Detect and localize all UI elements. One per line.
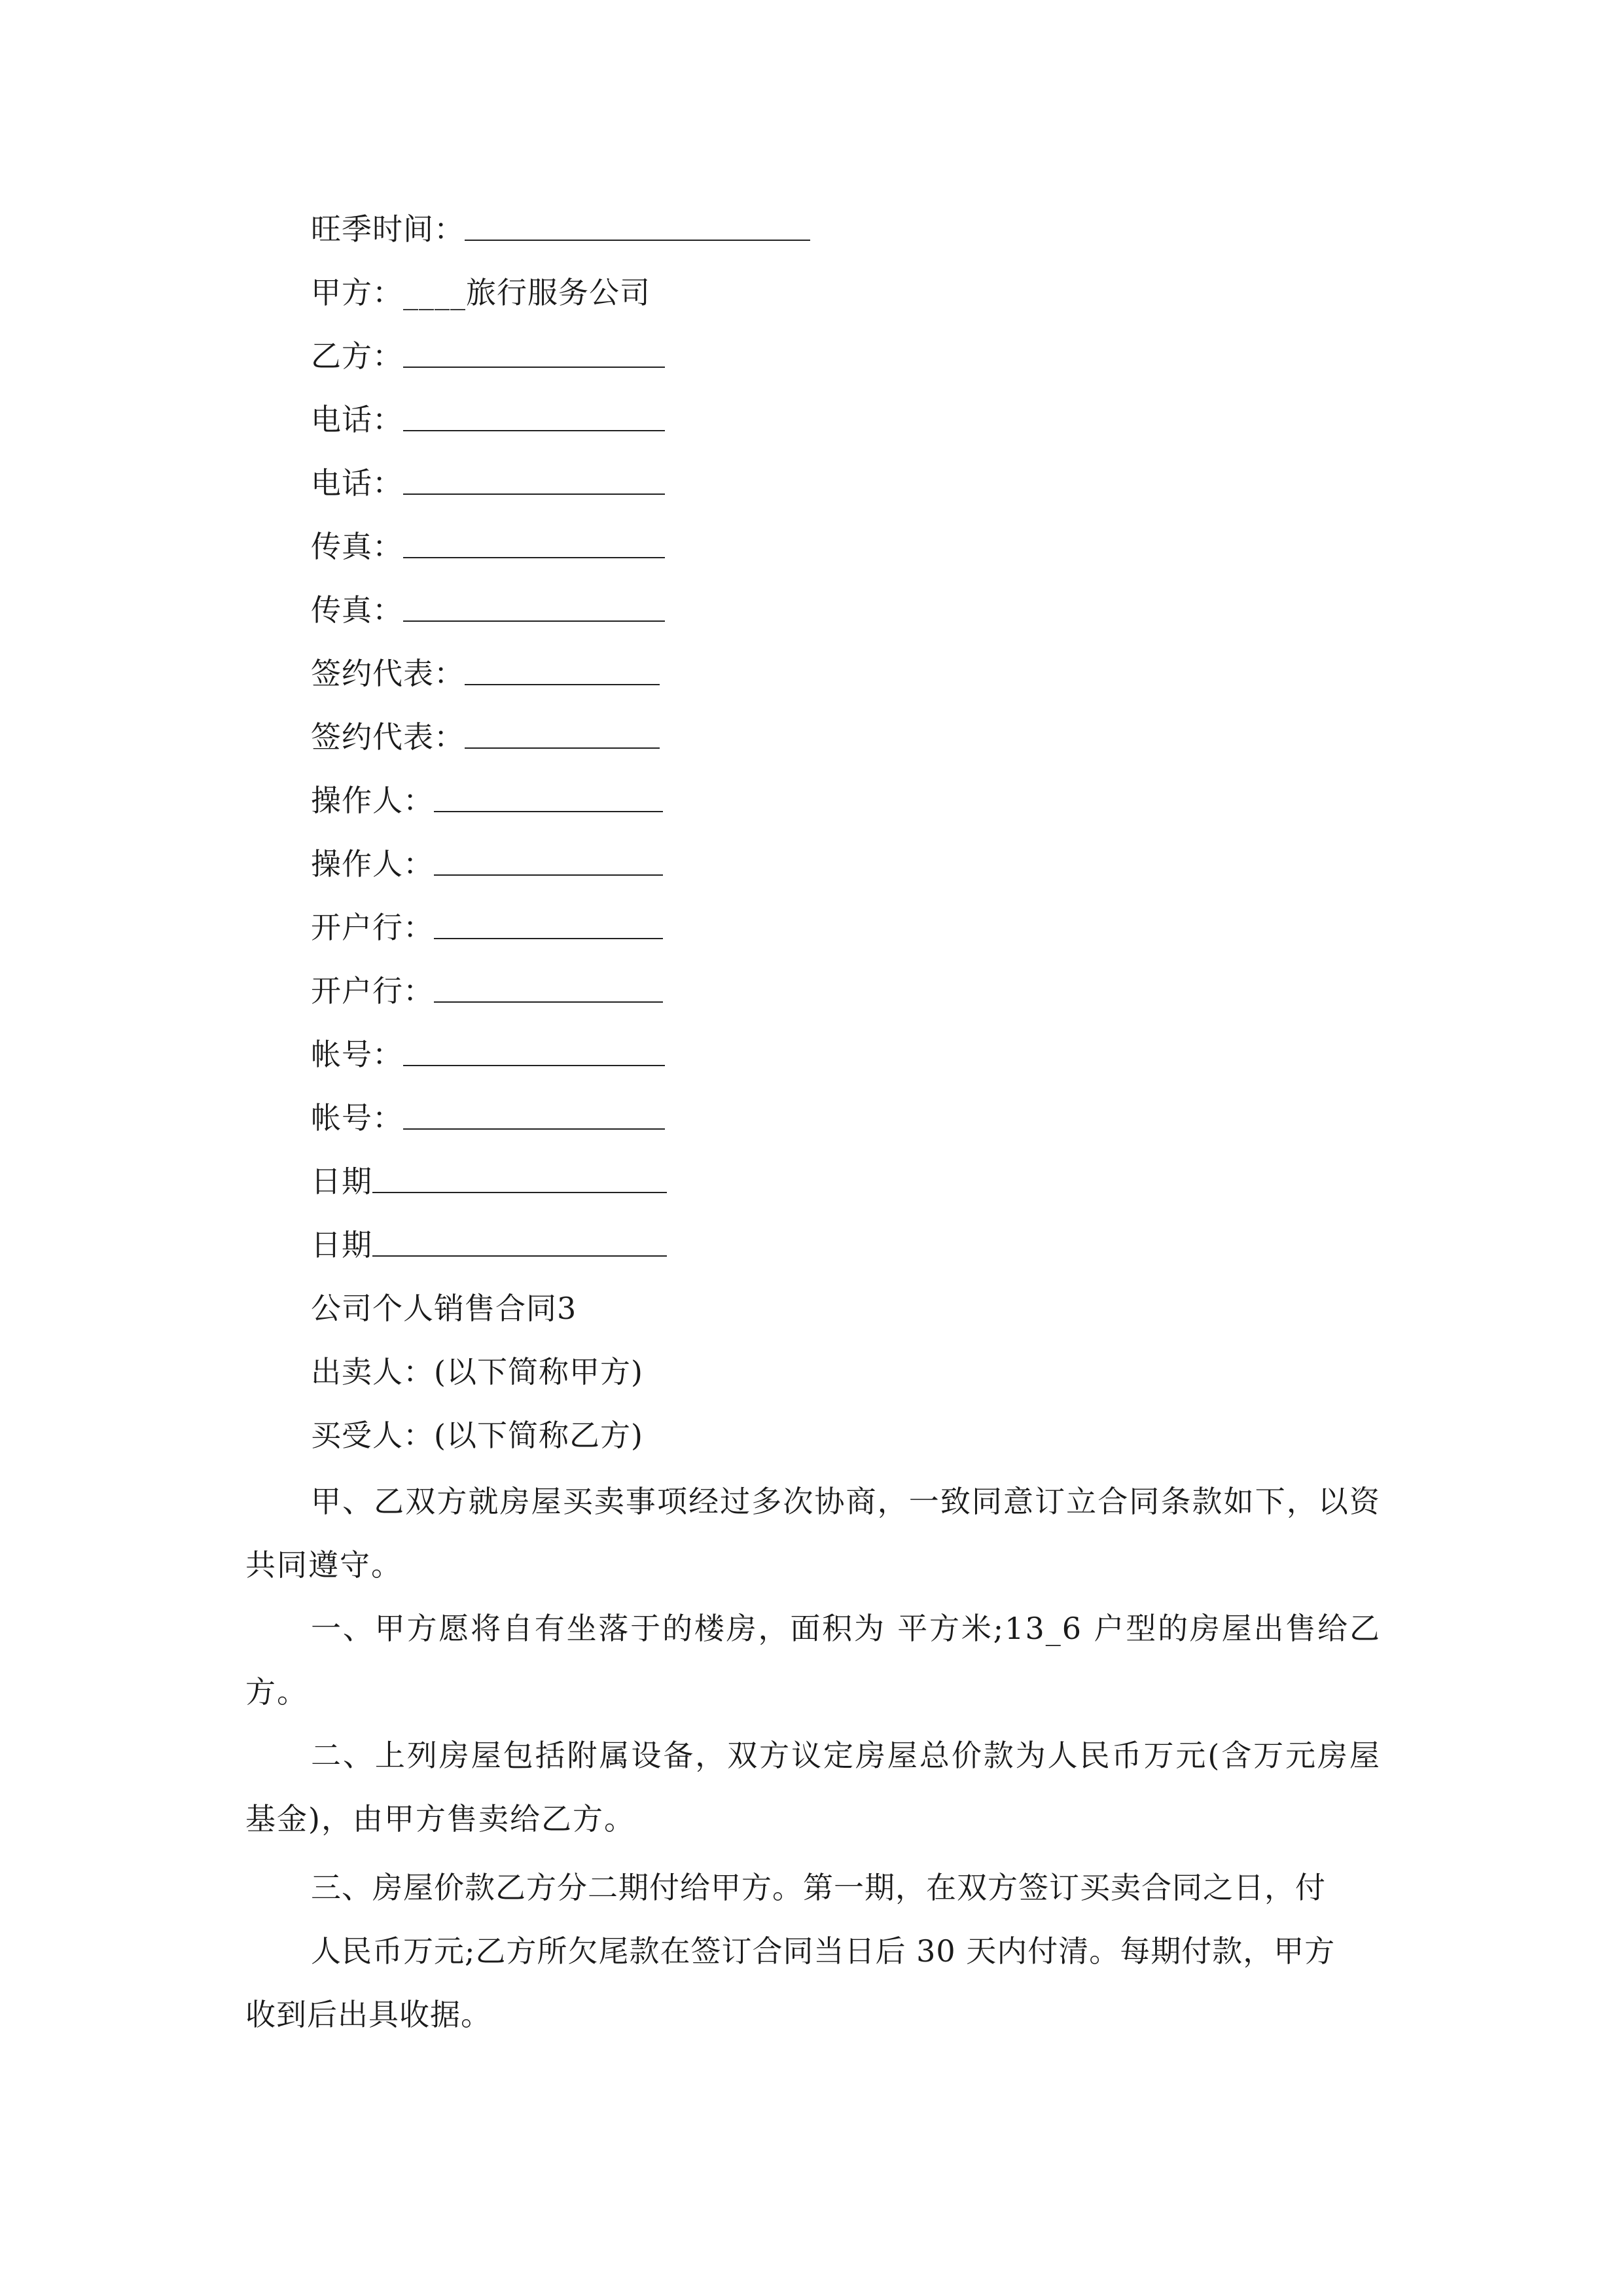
rep-field-2 (311, 719, 660, 755)
clause-3-line-2: 人民币万元;乙方所欠尾款在签订合同当日后 30 天内付清。每期付款，甲方 (311, 1933, 1336, 1969)
clause-3-line-1: 三、房屋价款乙方分二期付给甲方。第一期，在双方签订买卖合同之日，付 (311, 1870, 1326, 1905)
bank-field-1 (311, 909, 663, 946)
rep-label-2: 签约代表： (311, 719, 465, 755)
phone-field-1 (311, 401, 665, 438)
date-field-1 (311, 1163, 667, 1200)
bank-blank-1 (434, 912, 663, 939)
phone-field-2 (311, 465, 665, 501)
party-a-blank-prefix: ____ (403, 275, 466, 310)
date-label-1: 日期 (311, 1164, 372, 1199)
fax-field-1 (311, 528, 665, 565)
operator-blank-2 (434, 848, 663, 876)
seller-line: 出卖人：(以下简称甲方) (311, 1354, 643, 1390)
operator-field-2 (311, 846, 663, 882)
clause-1-paragraph: 一、甲方愿将自有坐落于的楼房，面积为 平方米;13_6 户型的房屋出售给乙方。 (245, 1611, 1381, 1710)
party-b-blank (403, 340, 665, 368)
bank-label-1: 开户行： (311, 910, 434, 945)
party-a-label: 甲方： (311, 275, 403, 310)
account-field-1 (311, 1036, 665, 1073)
phone-blank-2 (403, 467, 665, 495)
date-field-2 (311, 1227, 667, 1263)
intro-paragraph: 甲、乙双方就房屋买卖事项经过多次协商，一致同意订立合同条款如下，以资共同遵守。 (245, 1484, 1381, 1583)
operator-blank-1 (434, 785, 663, 812)
bank-blank-2 (434, 975, 663, 1003)
rep-field-1 (311, 655, 660, 692)
phone-label-1: 电话： (311, 402, 403, 437)
bank-field-2 (311, 973, 663, 1009)
party-a-field (311, 274, 651, 311)
date-blank-2 (372, 1229, 667, 1257)
fax-field-2 (311, 592, 665, 628)
peak-time-blank (465, 213, 810, 241)
account-blank-1 (403, 1039, 665, 1066)
account-label-2: 帐号： (311, 1100, 403, 1136)
party-b-label: 乙方： (311, 338, 403, 374)
rep-blank-1 (465, 658, 660, 685)
account-field-2 (311, 1100, 665, 1136)
operator-label-2: 操作人： (311, 846, 434, 882)
bank-label-2: 开户行： (311, 973, 434, 1009)
operator-field-1 (311, 782, 663, 819)
fax-blank-2 (403, 594, 665, 622)
account-blank-2 (403, 1102, 665, 1130)
account-label-1: 帐号： (311, 1037, 403, 1072)
party-b-field (311, 338, 665, 374)
buyer-line: 买受人：(以下简称乙方) (311, 1418, 643, 1453)
clause-2-paragraph: 二、上列房屋包括附属设备，双方议定房屋总价款为人民币万元(含万元房屋基金)，由甲方售卖给乙方。 (245, 1738, 1381, 1837)
rep-blank-2 (465, 721, 660, 749)
date-blank-1 (372, 1166, 667, 1193)
fax-label-1: 传真： (311, 529, 403, 564)
rep-label-1: 签约代表： (311, 656, 465, 691)
operator-label-1: 操作人： (311, 783, 434, 818)
date-label-2: 日期 (311, 1227, 372, 1263)
contract-title: 公司个人销售合同3 (311, 1291, 577, 1326)
phone-blank-1 (403, 404, 665, 431)
peak-time-field (311, 211, 810, 247)
fax-blank-1 (403, 531, 665, 558)
fax-label-2: 传真： (311, 592, 403, 628)
party-a-company: 旅行服务公司 (466, 275, 651, 310)
phone-label-2: 电话： (311, 465, 403, 501)
clause-3-line-3: 收到后出具收据。 (245, 1997, 491, 2032)
peak-time-label: 旺季时间： (311, 211, 465, 247)
